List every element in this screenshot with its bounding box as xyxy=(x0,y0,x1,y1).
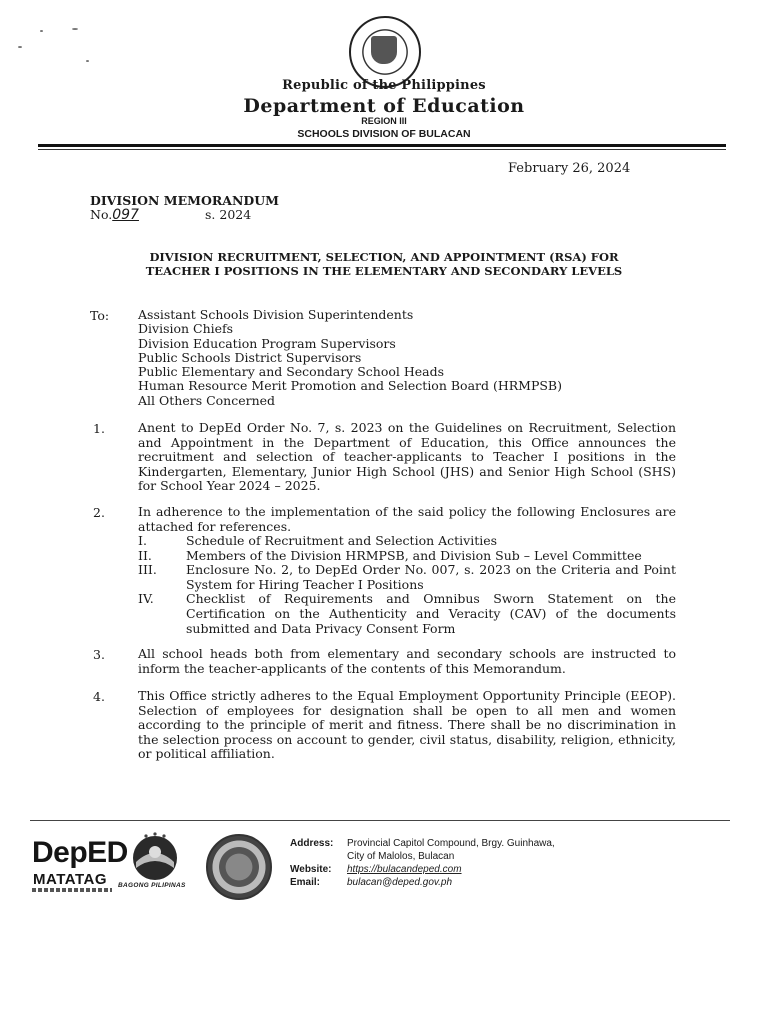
matatag-logo: MATATAG xyxy=(33,871,108,888)
enclosure-item xyxy=(138,563,676,592)
header-rule-thick xyxy=(38,144,726,147)
paragraph-1-number: 1. xyxy=(93,421,105,436)
subject-line-2: TEACHER I POSITIONS IN THE ELEMENTARY AND SECONDARY LEVELS xyxy=(145,264,623,278)
subject-line-1: DIVISION RECRUITMENT, SELECTION, AND APPOINTMENT (RSA) FOR xyxy=(149,250,619,264)
paragraph-4-number: 4. xyxy=(93,689,105,704)
region-heading: REGION III xyxy=(361,116,407,126)
footer-rule xyxy=(30,820,730,821)
address-line-2: City of Malolos, Bulacan xyxy=(347,851,455,862)
enclosure-number: III. xyxy=(138,562,157,578)
division-heading: SCHOOLS DIVISION OF BULACAN xyxy=(297,128,471,140)
paragraph-1-text: Anent to DepEd Order No. 7, s. 2023 on the Guidelines on Recruitment, Selection and Appointment in the Department of Education, this Office announces the recruitment and selection of teacher-applicants to Teacher I positions in the Kindergarten, Elementary, Junior High School (JHS) and Senior High School (SHS) for School Year 2024 – 2025. xyxy=(138,420,676,494)
recipient-item: Division Chiefs xyxy=(138,321,234,337)
enclosure-item xyxy=(138,549,676,564)
memo-title: DIVISION MEMORANDUM xyxy=(90,193,279,208)
recipient-item: All Others Concerned xyxy=(138,392,276,408)
division-seal xyxy=(206,834,272,900)
enclosure-text: Checklist of Requirements and Omnibus Sworn Statement on the Certification on the Authenticity and Veracity (CAV) of the documents submitted and Data Privacy Consent Form xyxy=(186,591,676,636)
recipient-item: Division Education Program Supervisors xyxy=(138,335,396,351)
recipient-item: Human Resource Merit Promotion and Selection Board (HRMPSB) xyxy=(138,378,562,394)
enclosure-item xyxy=(138,534,676,549)
enclosure-number: II. xyxy=(138,547,152,563)
scan-speck xyxy=(86,60,89,62)
paragraph-2-text: In adherence to the implementation of the said policy the following Enclosures are attached for references. xyxy=(138,504,676,534)
bagong-pilipinas-text: BAGONG PILIPINAS xyxy=(118,882,186,889)
paragraph-4-text: This Office strictly adheres to the Equal Employment Opportunity Principle (EEOP). Selection of employees for designation shall be open to all men and women according to the principle of merit and fitness. There shall be no discrimination in the selection process on account to gender, civil status, disability, religion, ethnicity, or political affiliation. xyxy=(138,688,676,762)
scan-speck xyxy=(72,28,78,30)
enclosure-list xyxy=(138,534,676,636)
memo-number-label: No. xyxy=(90,207,113,222)
memo-date: February 26, 2024 xyxy=(508,161,631,176)
memo-number xyxy=(90,207,139,223)
scan-speck xyxy=(40,30,43,32)
scan-speck xyxy=(18,46,22,48)
header-rule-thin xyxy=(38,149,726,150)
recipient-list xyxy=(138,308,562,408)
memo-subject xyxy=(100,250,668,278)
department-heading: Department of Education xyxy=(243,95,525,117)
bagong-pilipinas-logo-icon xyxy=(124,832,186,882)
email-label: Email: xyxy=(290,877,321,888)
website-label: Website: xyxy=(290,864,332,875)
paragraph-3-number: 3. xyxy=(93,647,105,662)
matatag-tagline-mark xyxy=(32,888,112,892)
website-link[interactable]: https://bulacandeped.com xyxy=(347,864,462,875)
email-address[interactable]: bulacan@deped.gov.ph xyxy=(347,877,453,888)
republic-heading: Republic of the Philippines xyxy=(282,78,486,93)
address-line-1: Provincial Capitol Compound, Brgy. Guinhawa, xyxy=(347,838,555,849)
paragraph-3-text: All school heads both from elementary and secondary schools are instructed to inform the teacher-applicants of the contents of this Memorandum. xyxy=(138,646,676,676)
memo-number-handwritten: 097 xyxy=(112,207,139,223)
enclosure-number: I. xyxy=(138,533,147,548)
recipient-item: Assistant Schools Division Superintendents xyxy=(138,307,414,322)
to-label: To: xyxy=(90,308,110,323)
enclosure-text: Schedule of Recruitment and Selection Activities xyxy=(186,533,498,548)
recipient-item: Public Elementary and Secondary School Heads xyxy=(138,364,445,380)
enclosure-text: Members of the Division HRMPSB, and Division Sub – Level Committee xyxy=(186,547,642,563)
address-label: Address: xyxy=(290,838,334,849)
enclosure-text: Enclosure No. 2, to DepEd Order No. 007, s. 2023 on the Criteria and Point System for Hiring Teacher I Positions xyxy=(186,562,676,592)
deped-logo: DepED xyxy=(32,836,128,869)
enclosure-item xyxy=(138,592,676,636)
memo-series: s. 2024 xyxy=(205,207,252,222)
enclosure-number: IV. xyxy=(138,591,154,607)
recipient-item: Public Schools District Supervisors xyxy=(138,349,362,365)
paragraph-2-number: 2. xyxy=(93,505,105,520)
